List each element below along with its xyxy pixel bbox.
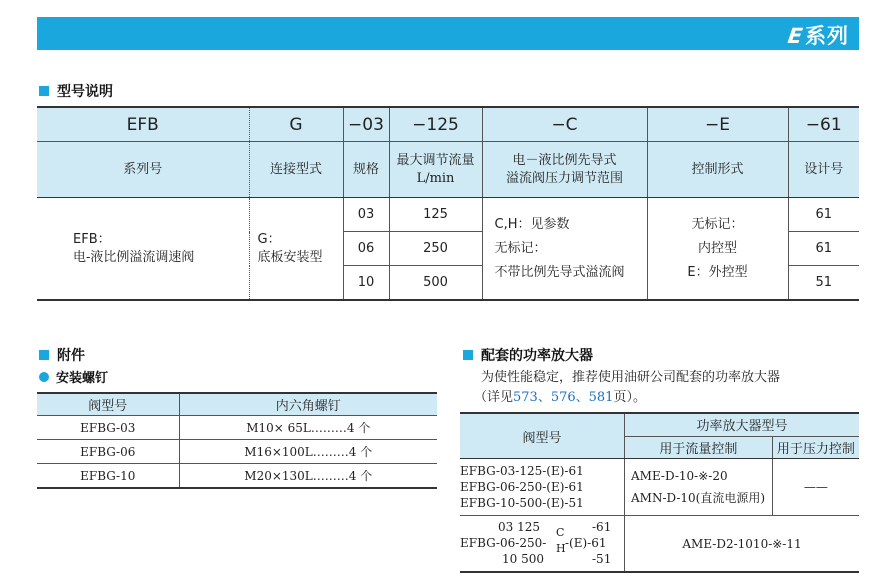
amp-row1-models — [460, 459, 625, 516]
series-text: 系列 — [805, 24, 849, 48]
size-03: 03 — [343, 198, 389, 232]
connection-desc-line2: 底板安装型 — [257, 249, 323, 265]
acc-bolt: M10× 65L………4 个 — [179, 416, 437, 440]
header-flow-unit: L/min — [416, 170, 455, 186]
series-desc-line2: 电-液比例溢流调速阀 — [73, 249, 195, 265]
acc-bolt: M20×130L………4 个 — [179, 464, 437, 489]
mounting-bolts-table — [37, 392, 437, 489]
model-section-title-text: 型号说明 — [57, 84, 113, 100]
pressure-desc-line1: C,H：见参数 — [494, 216, 570, 232]
amplifier-description-line1: 为使性能稳定，推荐使用油研公司配套的功率放大器 — [481, 370, 781, 385]
body-row-1 — [37, 198, 859, 232]
amp-row2-amp: AME-D2-1010-※-11 — [625, 516, 860, 573]
code-pressure: −C — [482, 107, 647, 142]
code-series: EFB — [37, 107, 249, 142]
desc-page-links[interactable]: 573、576、581 — [513, 390, 614, 405]
square-bullet-icon — [39, 350, 49, 360]
amplifier-section-title — [463, 345, 593, 365]
control-desc-line3: E：外控型 — [687, 264, 748, 280]
connection-description — [249, 198, 343, 301]
amp-row1-flow — [625, 459, 773, 516]
series-desc-line1: EFB： — [73, 231, 111, 247]
size-10: 10 — [343, 266, 389, 301]
flow-125: 125 — [389, 198, 482, 232]
flow-500: 500 — [389, 266, 482, 301]
code-connection: G — [249, 107, 343, 142]
amp-row1-flow-line2: AMN-D-10(直流电源用) — [631, 491, 766, 505]
square-bullet-icon — [39, 86, 49, 96]
header-row — [37, 142, 859, 198]
desc-prefix: （详见 — [474, 390, 514, 405]
control-desc-line1: 无标记： — [691, 216, 744, 232]
header-pressure-line1: 电－液比例先导式 — [512, 152, 617, 168]
amp-row2-sizes-top: 03 125 — [498, 520, 540, 534]
amplifier-section-title-text: 配套的功率放大器 — [481, 348, 593, 364]
amp-row2-design-top: -61 — [592, 520, 612, 534]
desc-suffix: 页）。 — [613, 390, 646, 405]
amp-row2-model — [460, 516, 625, 573]
code-control: −E — [647, 107, 788, 142]
accessory-section-title — [39, 345, 85, 365]
accessory-subtitle — [39, 367, 108, 386]
code-flow: −125 — [389, 107, 482, 142]
amp-row2-design-bottom: -51 — [592, 552, 612, 566]
acc-header-bolt: 内六角螺钉 — [179, 393, 437, 416]
flow-250: 250 — [389, 232, 482, 266]
amplifier-table — [460, 412, 859, 573]
pressure-desc-line3: 不带比例先导式溢流阀 — [494, 264, 625, 280]
control-description — [647, 198, 788, 301]
amp-row2-suffix: -(E)-61 — [565, 536, 607, 550]
amp-row2-sizes-bottom: 10 500 — [502, 552, 544, 566]
connection-desc-line1: G： — [257, 231, 281, 247]
acc-bolt: M16×100L………4 个 — [179, 440, 437, 464]
control-desc-line2: 内控型 — [697, 240, 737, 256]
amp-row1-model: EFBG-06-250-(E)-61 — [460, 480, 584, 494]
series-description — [37, 198, 249, 301]
acc-model: EFBG-06 — [37, 440, 179, 464]
amp-row1-model: EFBG-10-500-(E)-51 — [460, 496, 584, 510]
header-flow-line1: 最大调节流量 — [396, 152, 475, 168]
acc-model: EFBG-03 — [37, 416, 179, 440]
amp-header-pressure: 用于压力控制 — [772, 436, 859, 459]
header-series: 系列号 — [37, 142, 249, 198]
code-design: −61 — [788, 107, 859, 142]
amp-row1-flow-line1: AME-D-10-※-20 — [631, 469, 728, 483]
amplifier-description-line2 — [474, 386, 646, 405]
amp-row-1 — [460, 459, 859, 516]
amp-row-2 — [460, 516, 859, 573]
amp-header-model: 阀型号 — [460, 413, 625, 459]
header-design: 设计号 — [788, 142, 859, 198]
model-designation-table — [37, 106, 859, 301]
header-connection: 连接型式 — [249, 142, 343, 198]
design-61-b: 61 — [788, 232, 859, 266]
design-61-a: 61 — [788, 198, 859, 232]
acc-header-model: 阀型号 — [37, 393, 179, 416]
amp-row2-ch-bottom: H — [556, 542, 566, 555]
acc-row — [37, 464, 437, 489]
series-header-bar — [37, 17, 859, 50]
model-section-title — [39, 81, 113, 101]
code-row — [37, 107, 859, 142]
header-pressure — [482, 142, 647, 198]
amp-row1-pressure: —— — [772, 459, 859, 516]
amp-header-flow: 用于流量控制 — [625, 436, 773, 459]
acc-row — [37, 416, 437, 440]
amp-row2-prefix: EFBG-06-250- — [460, 536, 547, 550]
accessory-section-title-text: 附件 — [57, 348, 85, 364]
header-pressure-line2: 溢流阀压力调节范围 — [505, 170, 623, 186]
square-bullet-icon — [463, 350, 473, 360]
pressure-desc-line2: 无标记： — [494, 240, 547, 256]
acc-header-row — [37, 393, 437, 416]
design-51: 51 — [788, 266, 859, 301]
series-title — [785, 20, 849, 50]
circle-bullet-icon — [39, 372, 49, 382]
amp-row2-ch-top: C — [556, 526, 565, 539]
code-size: −03 — [343, 107, 389, 142]
pressure-description — [482, 198, 647, 301]
acc-row — [37, 440, 437, 464]
accessory-subtitle-text: 安装螺钉 — [56, 371, 109, 386]
series-logo: E — [785, 24, 805, 48]
acc-model: EFBG-10 — [80, 468, 136, 483]
amp-header-row-1 — [460, 413, 859, 436]
header-size: 规格 — [343, 142, 389, 198]
size-06: 06 — [343, 232, 389, 266]
header-flow — [389, 142, 482, 198]
header-control: 控制形式 — [647, 142, 788, 198]
amp-row1-model: EFBG-03-125-(E)-61 — [460, 464, 584, 478]
amp-header-amp: 功率放大器型号 — [625, 413, 860, 436]
